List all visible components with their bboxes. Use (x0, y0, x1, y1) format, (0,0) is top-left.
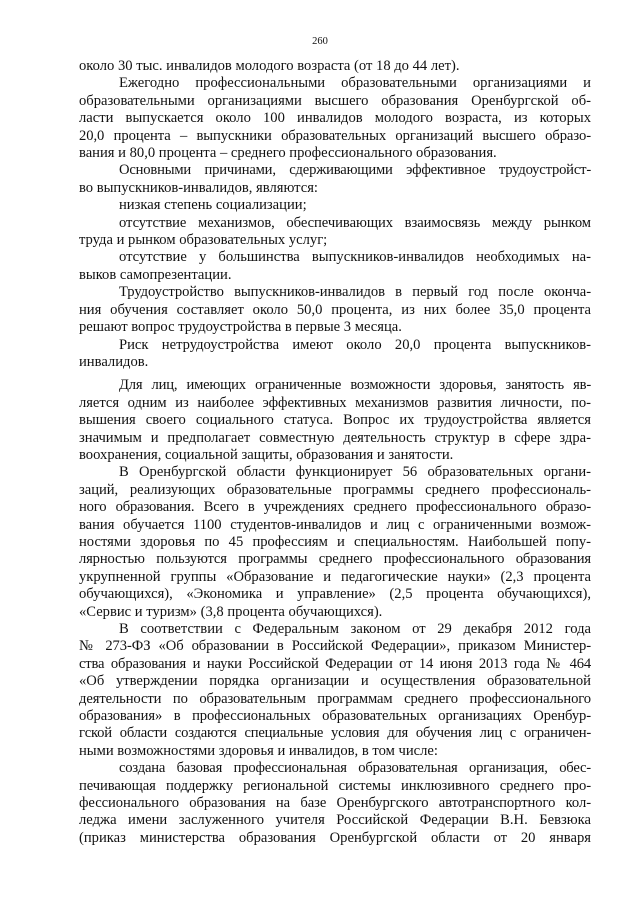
text-line: вания и 80,0 процента – среднего профессионального образования. (79, 145, 497, 162)
text-line: вышения своего социального статуса. Вопрос их трудоустройства является (79, 412, 591, 429)
text-line: инвалидов. (79, 353, 149, 370)
text-line: фессионального образования на базе Оренбургского автотранспортного кол- (79, 795, 591, 812)
text-line: отсутствие у большинства выпускников-инвалидов необходимых на- (119, 249, 591, 266)
text-line: деятельности по образовательным программам среднего профессионального (79, 690, 591, 707)
text-line: Риск нетрудоустройства имеют около 20,0 процента выпускников- (119, 336, 591, 353)
text-line: ласти выпускается около 100 инвалидов молодого возраста, из которых (79, 110, 591, 127)
list-item-mechanisms (79, 215, 591, 250)
text-line: образования» в профессиональных образовательных организациях Оренбур- (79, 708, 591, 725)
text-line: решают вопрос трудоустройства в первые 3 месяца. (79, 319, 402, 336)
text-line: Для лиц, имеющих ограниченные возможности здоровья, занятость яв- (119, 377, 591, 394)
text-line: (приказ министерства образования Оренбургской области от 20 января (79, 829, 591, 846)
paragraph-orenburg-organizations (79, 464, 591, 621)
text-line: 20,0 процента – выпускники образовательных организаций высшего образо- (79, 127, 591, 144)
text-line: образовательными организациями высшего образования Оренбургской об- (79, 92, 591, 109)
text-line: около 30 тыс. инвалидов молодого возраста (от 18 до 44 лет). (79, 58, 460, 74)
text-line: вания обучается 1100 студентов-инвалидов и лиц с ограниченными возмож- (79, 516, 591, 533)
text-line: В соответствии с Федеральным законом от 29 декабря 2012 года (119, 621, 591, 637)
text-line: ными возможностями здоровья и инвалидов, в том числе: (79, 742, 438, 759)
text-line: печивающая поддержку региональной системы инклюзивного среднего про- (79, 777, 591, 794)
text-line: укрупненной группы «Образование и педагогические науки» (2,3 процента (79, 568, 591, 585)
text-line: В Оренбургской области функционирует 56 образовательных органи- (119, 464, 591, 481)
text-line: Ежегодно профессиональными образовательными организациями и (119, 75, 591, 92)
text-line: ляется одним из наиболее эффективных механизмов развития личности, по- (79, 394, 591, 411)
text-line: Основными причинами, сдерживающими эффективное трудоустройст- (119, 162, 591, 179)
text-line: заций, реализующих образовательные программы среднего профессиональ- (79, 481, 591, 498)
text-line: труда и рынком образовательных услуг; (79, 232, 328, 249)
paragraph-federal-law (79, 621, 591, 760)
text-line: ния обучения составляет около 50,0 процента, из них более 35,0 процента (79, 301, 591, 318)
text-line: ного образования. Всего в учреждениях среднего профессионального образо- (79, 499, 591, 516)
text-line: во выпускников-инвалидов, являются: (79, 179, 318, 196)
paragraph-reasons (79, 162, 591, 197)
text-line: воохранения, социальной защиты, образования и занятости. (79, 446, 454, 463)
text-line: «Сервис и туризм» (3,8 процента обучающихся). (79, 603, 383, 620)
paragraph-risk (79, 337, 591, 372)
text-line: отсутствие механизмов, обеспечивающих взаимосвязь между рынком (119, 214, 591, 231)
list-item-socialization (79, 197, 591, 214)
paragraph-graduates (79, 75, 591, 162)
list-item-self-presentation (79, 249, 591, 284)
page-number: 260 (312, 36, 328, 47)
text-line: лярностью пользуются программы среднего профессионального образования (79, 551, 591, 568)
text-line: Трудоустройство выпускников-инвалидов в первый год после оконча- (119, 284, 591, 301)
text-line: значимым и предполагает совместную деятельность структур в сфере здра- (79, 429, 591, 446)
text-line: создана базовая профессиональная образовательная организация, обес- (119, 760, 591, 777)
text-line: выков самопрезентации. (79, 266, 232, 283)
text-line: «Об утверждении порядка организации и осуществления образовательной (79, 673, 591, 690)
text-line: ства образования и науки Российской Федерации от 14 июня 2013 года № 464 (79, 655, 591, 672)
paragraph-base-organization (79, 760, 591, 847)
text-line: леджа имени заслуженного учителя Российской Федерации В.Н. Бевзюка (79, 812, 591, 829)
paragraph-continuation (79, 58, 591, 75)
text-line: гской области создаются специальные условия для обучения лиц с ограничен- (79, 725, 591, 742)
paragraph-disabilities (79, 377, 591, 464)
text-line: ностями здоровья по 45 профессиям и специальностям. Наибольшей попу- (79, 533, 591, 550)
text-line: низкая степень социализации; (119, 197, 307, 214)
text-line: обучающихся), «Экономика и управление» (2,5 процента обучающихся), (79, 586, 591, 603)
text-line: № 273-ФЗ «Об образовании в Российской Федерации», приказом Министер- (79, 638, 591, 655)
paragraph-employment (79, 284, 591, 336)
page-body (79, 58, 591, 847)
